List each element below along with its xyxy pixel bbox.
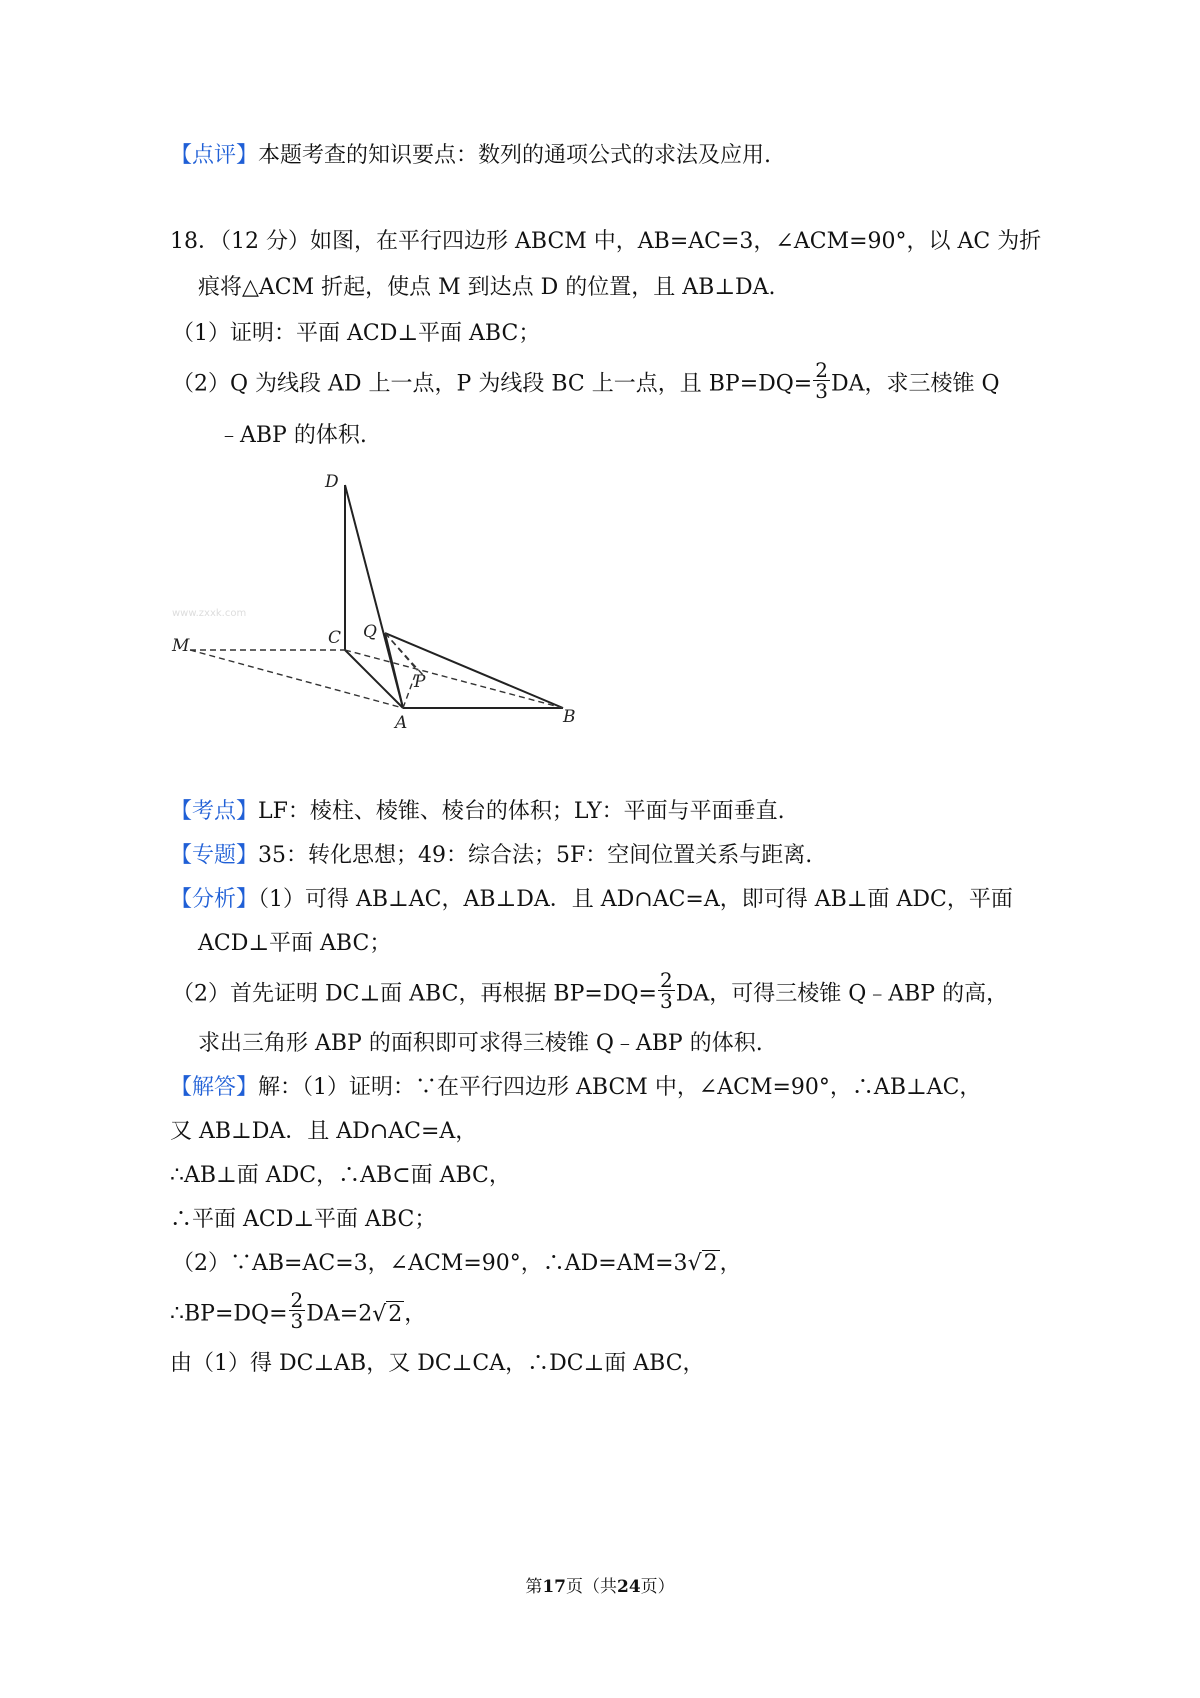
fenxi-line-3 [172, 968, 1009, 1015]
geometry-diagram-svg [172, 472, 605, 745]
edge-MA [190, 650, 403, 708]
fraction-numerator: 2 [290, 1288, 304, 1312]
jieda-line-7: 由（1）得 DC⊥AB，又 DC⊥CA，∴DC⊥面 ABC， [170, 1351, 705, 1376]
fenxi-line-4: 求出三角形 ABP 的面积即可求得三棱锥 Q﹣ABP 的体积. [198, 1031, 763, 1056]
problem-line-3: （1）证明：平面 ACD⊥平面 ABC； [172, 321, 541, 346]
fraction-numerator: 2 [815, 358, 828, 382]
label-M: M [172, 636, 190, 656]
geometry-figure [172, 472, 605, 749]
footer-suffix: 页） [640, 1577, 675, 1597]
jieda-line-5-start: （2）∵AB=AC=3，∠ACM=90°，∴AD=AM=3 [172, 1251, 688, 1276]
jieda-line-5-end: ， [719, 1251, 742, 1276]
label-P: P [414, 672, 426, 692]
problem-line-1: 18．（12 分）如图，在平行四边形 ABCM 中，AB=AC=3，∠ACM=90°，以 AC 为折 [170, 229, 1042, 254]
sqrt-radicand: 2 [703, 1251, 718, 1276]
jieda-line-1 [170, 1072, 981, 1104]
comment-paragraph [170, 140, 771, 172]
jieda-tag: 【解答】 [170, 1075, 259, 1100]
label-A: A [395, 713, 408, 733]
jieda-line-6-end: ， [404, 1301, 427, 1327]
fraction-denominator: 3 [659, 989, 673, 1013]
fraction-two-thirds [813, 360, 830, 401]
jieda-line-3: ∴AB⊥面 ADC，∴AB⊂面 ABC， [170, 1163, 511, 1188]
label-B: B [563, 707, 576, 727]
jieda-line-1-text: 解：（1）证明：∵在平行四边形 ABCM 中，∠ACM=90°，∴AB⊥AC， [258, 1075, 982, 1100]
footer-total-pages: 24 [617, 1577, 641, 1597]
kaodian-paragraph [170, 796, 785, 828]
fenxi-line-1-text: （1）可得 AB⊥AC，AB⊥DA．且 AD∩AC=A，即可得 AB⊥面 ADC，平面 [258, 887, 1013, 912]
sqrt-radicand: 2 [388, 1301, 403, 1327]
fenxi-line-3-start: （2）首先证明 DC⊥面 ABC，再根据 BP=DQ= [172, 981, 657, 1007]
footer-page-number: 17 [542, 1577, 566, 1597]
jieda-line-6-start: ∴BP=DQ= [170, 1301, 288, 1327]
edge-CB [345, 650, 563, 708]
label-D: D [325, 472, 339, 492]
zhuanti-tag: 【专题】 [170, 843, 259, 868]
jieda-line-6-middle: DA=2 [306, 1301, 373, 1327]
comment-tag: 【点评】 [170, 143, 259, 168]
problem-line-4-end: DA，求三棱锥 Q [830, 371, 1000, 397]
label-Q: Q [363, 622, 377, 642]
fraction-two-thirds [658, 970, 675, 1011]
jieda-line-5 [172, 1248, 742, 1280]
problem-line-4-start: （2）Q 为线段 AD 上一点，P 为线段 BC 上一点，且 BP=DQ= [172, 371, 813, 397]
zhuanti-text: 35：转化思想；49：综合法；5F：空间位置关系与距离. [258, 843, 813, 868]
zhuanti-paragraph [170, 840, 812, 872]
fenxi-line-1 [170, 884, 1013, 916]
fenxi-tag: 【分析】 [170, 887, 259, 912]
jieda-line-6 [170, 1288, 427, 1335]
label-C: C [328, 628, 342, 648]
footer-prefix: 第 [525, 1577, 543, 1597]
fraction-denominator: 3 [815, 379, 828, 403]
fraction-numerator: 2 [659, 968, 673, 992]
problem-line-4 [172, 358, 1000, 405]
comment-text: 本题考查的知识要点：数列的通项公式的求法及应用. [258, 143, 772, 168]
edge-QB [385, 633, 563, 708]
watermark-text: www.zxxk.com [172, 608, 247, 619]
fraction-denominator: 3 [290, 1309, 304, 1333]
sqrt-expression: √2 [687, 1251, 718, 1276]
jieda-line-2: 又 AB⊥DA．且 AD∩AC=A， [170, 1119, 478, 1144]
problem-line-2: 痕将△ACM 折起，使点 M 到达点 D 的位置，且 AB⊥DA. [198, 275, 776, 300]
fenxi-line-2: ACD⊥平面 ABC； [198, 931, 392, 956]
sqrt-expression: √2 [372, 1301, 403, 1327]
problem-line-5: ﹣ABP 的体积. [218, 423, 367, 448]
page-footer [0, 1575, 1200, 1599]
kaodian-text: LF：棱柱、棱锥、棱台的体积；LY：平面与平面垂直. [258, 799, 785, 824]
kaodian-tag: 【考点】 [170, 799, 259, 824]
fenxi-line-3-end: DA，可得三棱锥 Q﹣ABP 的高， [675, 981, 1009, 1007]
jieda-line-4: ∴平面 ACD⊥平面 ABC； [170, 1207, 437, 1232]
fraction-two-thirds [289, 1290, 306, 1331]
edge-CA [345, 650, 403, 708]
footer-middle: 页（共 [566, 1577, 617, 1597]
